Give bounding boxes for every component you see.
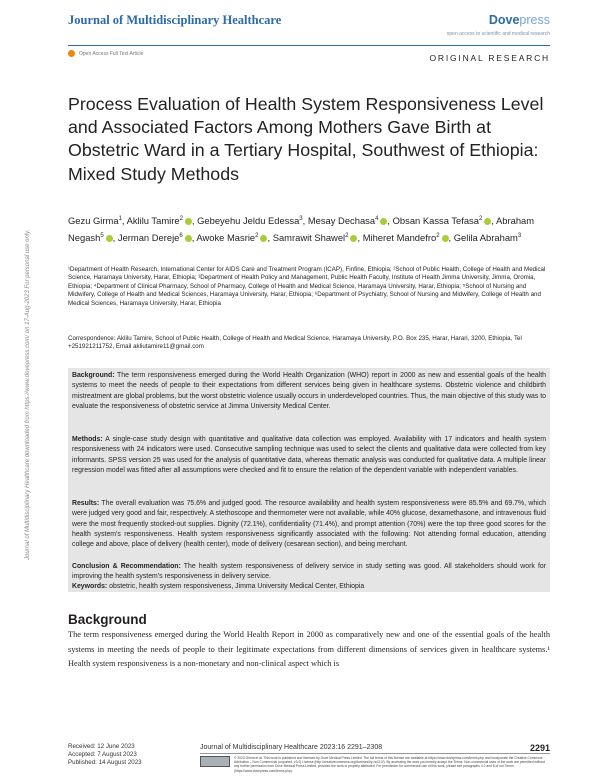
abstract-conclusion bbox=[72, 562, 546, 583]
journal-name[interactable]: Journal of Multidisciplinary Healthcare bbox=[68, 13, 282, 27]
author-separator: , bbox=[267, 231, 273, 243]
author-affiliation-number: 3 bbox=[517, 232, 522, 239]
logo-press: press bbox=[519, 13, 550, 27]
abstract-methods bbox=[72, 435, 546, 476]
author-affiliation-number: 3 bbox=[299, 216, 303, 222]
header-rule bbox=[68, 45, 550, 46]
author-affiliation-number: 6 bbox=[179, 232, 183, 239]
orcid-icon[interactable] bbox=[185, 218, 192, 225]
open-access-icon bbox=[68, 50, 75, 57]
dovepress-logo[interactable] bbox=[489, 13, 550, 27]
abstract-background bbox=[72, 371, 546, 412]
author-name: Gezu Girma bbox=[68, 215, 119, 227]
author-separator: , bbox=[121, 215, 127, 227]
abstract-box bbox=[68, 368, 550, 592]
published-date: Published: 14 August 2023 bbox=[68, 759, 142, 766]
author-separator: , bbox=[387, 215, 393, 227]
author-separator: , bbox=[191, 231, 197, 243]
author-name: Aklilu Tamire bbox=[126, 215, 180, 227]
abstract-keywords bbox=[72, 582, 546, 592]
footer-rule bbox=[200, 753, 550, 754]
author-affiliation-number: 2 bbox=[478, 216, 483, 222]
orcid-icon[interactable] bbox=[442, 235, 449, 242]
author-separator: , bbox=[491, 215, 497, 227]
author-name: Miheret Mandefro bbox=[362, 231, 437, 243]
open-access-label: Open Access Full Text Article bbox=[79, 50, 144, 57]
article-type: ORIGINAL RESEARCH bbox=[429, 53, 550, 63]
author-separator: , bbox=[191, 215, 198, 227]
author-affiliation-number: 2 bbox=[436, 232, 440, 239]
orcid-icon[interactable] bbox=[106, 235, 113, 242]
received-date: Received: 12 June 2023 bbox=[68, 743, 135, 750]
abstract-results bbox=[72, 499, 546, 550]
abstract-label: Results: bbox=[72, 500, 100, 507]
article-title: Process Evaluation of Health System Responsiveness Level and Associated Factors Among Mothers Gave Birth at Obstetric Ward in a Tertiary Hospital, Southwest of Ethiopia: Mixed Study Methods bbox=[68, 94, 544, 184]
abstract-text: The term responsiveness emerged during the World Health Organization (WHO) report in 2000 as new and essential goals of the health systems to meet the needs of people to their expectations from different services being given in healthcare systems. Obstetric violence and childbirth mistreatment are global problems, but the worst obstetric violence usually occurs in underdeveloped countries. Thus, the main objective of this study was to evaluate the responsiveness of obstetric service at Jimma University Medical Center. bbox=[72, 372, 546, 410]
author-affiliation-number: 4 bbox=[375, 216, 379, 222]
abstract-text: The overall evaluation was 75.6% and judged good. The resource availability and health system responsiveness were 85.5% and 69.7%, which were judged very good and fair, respectively. A stethoscope and thermometer were not available, while 40% glucose, dexamethasone, and intravenous fluid were the most frequently stocked-out supplies. Dignity (72.1%), confidentiality (71.4%), and prompt attention (70%) were the top three good scores for the health system's responsiveness. Health system responsiveness significantly associated with the following: Not attending formal education, attending college and above, place of delivery (health center), mode of delivery (cesarean section), and being merchant. bbox=[72, 500, 546, 549]
author-name: Jerman Dereje bbox=[117, 231, 180, 243]
author-affiliation-number: 5 bbox=[100, 232, 104, 239]
correspondence: Correspondence: Aklilu Tamire, School of Public Health, College of Health and Medical Science, Haramaya University, P.O. Box 235, Harar, Harari, 3200, Ethiopia, Tel +251921211752, Email akliutamire11@gmail.com bbox=[68, 335, 522, 351]
download-note: Journal of Multidisciplinary Healthcare downloaded from https://www.dovepress.com/ on 17-Aug-2023 For personal use only. bbox=[25, 229, 31, 560]
accepted-date: Accepted: 7 August 2023 bbox=[68, 751, 137, 758]
creative-commons-icon[interactable] bbox=[200, 756, 230, 767]
author-separator: , bbox=[357, 231, 363, 243]
author-separator: , bbox=[448, 231, 454, 243]
author-name: Mesay Dechasa bbox=[307, 215, 376, 227]
open-access-badge bbox=[68, 50, 143, 57]
affiliations: ¹Department of Health Research, International Center for AIDS Care and Treatment Program (ICAP), Finfine, Ethiopia; ²School of Public Health, College of Health and Medical Science, Haramaya University, Harar, Ethiopia; ³Department of Health Policy and Management, Public Health Faculty, Institute of Health Jimma University, Jimma, Oromia, Ethiopia; ⁴Department of Clinical Pharmacy, School of Pharmacy, College of Health and Medical Science, Haramaya University, Harar, Ethiopia; ⁵School of Nursing and Midwifery, College of Health and Medical Sciences, Haramaya University, Harar, Ethiopia; ⁶Department of Psychiatry, School of Nursing and Midwifery, College of Health and Medical Sciences, Haramaya University, Harar, Ethiopia bbox=[68, 266, 546, 307]
author-name: Gelila Abraham bbox=[453, 231, 518, 243]
abstract-text: The health system responsiveness of delivery service in study setting was good. All stakeholders should work for improving the health system's responsiveness in delivery service. bbox=[72, 563, 546, 581]
author-list bbox=[68, 212, 558, 245]
abstract-label: Keywords: bbox=[72, 583, 108, 590]
abstract-label: Methods: bbox=[72, 436, 103, 443]
abstract-label: Conclusion & Recommendation: bbox=[72, 563, 181, 570]
copyright-notice: © 2023 Girma et al. This work is published and licensed by Dove Medical Press Limited. The full terms of this license are available at https://www.dovepress.com/terms.php and incorporate the Creative Commons Attribution – Non Commercial (unported, v3.0) License (http://creativecommons.org/licenses/by-nc/3.0/). By accessing the work you hereby accept the Terms. Non-commercial uses of the work are permitted without any further permission from Dove Medical Press Limited, provided the work is properly attributed. For permission for commercial use of this work, please see paragraphs 4.2 and 5 of our Terms (https://www.dovepress.com/terms.php). bbox=[234, 756, 545, 773]
author-affiliation-number: 1 bbox=[118, 216, 122, 222]
author-name: Obsan Kassa Tefasa bbox=[392, 215, 479, 227]
author-affiliation-number: 2 bbox=[345, 232, 349, 239]
author-name: Samrawit Shawel bbox=[272, 231, 346, 243]
abstract-label: Background: bbox=[72, 372, 115, 379]
body-paragraph: The term responsiveness emerged during the World Health Report in 2000 as comparatively new and one of the essential goals of the health systems in meeting the needs of people to their legitimate expectations from different dimensions of services given in healthcare systems.¹ Health system responsiveness is a non-monetary and non-clinical aspect which is bbox=[68, 630, 550, 668]
author-separator: , bbox=[302, 215, 308, 227]
author-affiliation-number: 2 bbox=[179, 216, 183, 222]
orcid-icon[interactable] bbox=[185, 235, 192, 242]
abstract-text: A single-case study design with quantitative and qualitative data collection was employed. Availability with 17 indicators and health system responsiveness with 24 indicators were used. Consecutive sampling technique was used to select the clients and qualitative data were collected from key informants. SPSS version 25 was used for the analysis of quantitative data, whereas thematic analysis was conducted for qualitative data. A multiple linear regression model was fitted after all assumptions were checked and fit to ensure the relation of the dependent variable with independent variables. bbox=[72, 436, 546, 474]
author-affiliation-number: 2 bbox=[255, 232, 259, 239]
article-dates bbox=[68, 743, 142, 767]
publisher-tagline: open access to scientific and medical research bbox=[446, 31, 550, 37]
page-number: 2291 bbox=[529, 743, 550, 753]
author-separator: , bbox=[112, 231, 118, 243]
logo-dove: Dove bbox=[488, 13, 520, 27]
author-name: Gebeyehu Jeldu Edessa bbox=[197, 215, 300, 227]
footer-citation: Journal of Multidisciplinary Healthcare 2023:16 2291–2308 bbox=[200, 744, 383, 751]
abstract-text: obstetric, health system responsiveness, Jimma University Medical Center, Ethiopia bbox=[107, 583, 365, 590]
section-heading: Background bbox=[68, 612, 147, 627]
author-name: Awoke Masrie bbox=[196, 231, 256, 243]
author-name: Abraham Negash bbox=[68, 215, 535, 243]
